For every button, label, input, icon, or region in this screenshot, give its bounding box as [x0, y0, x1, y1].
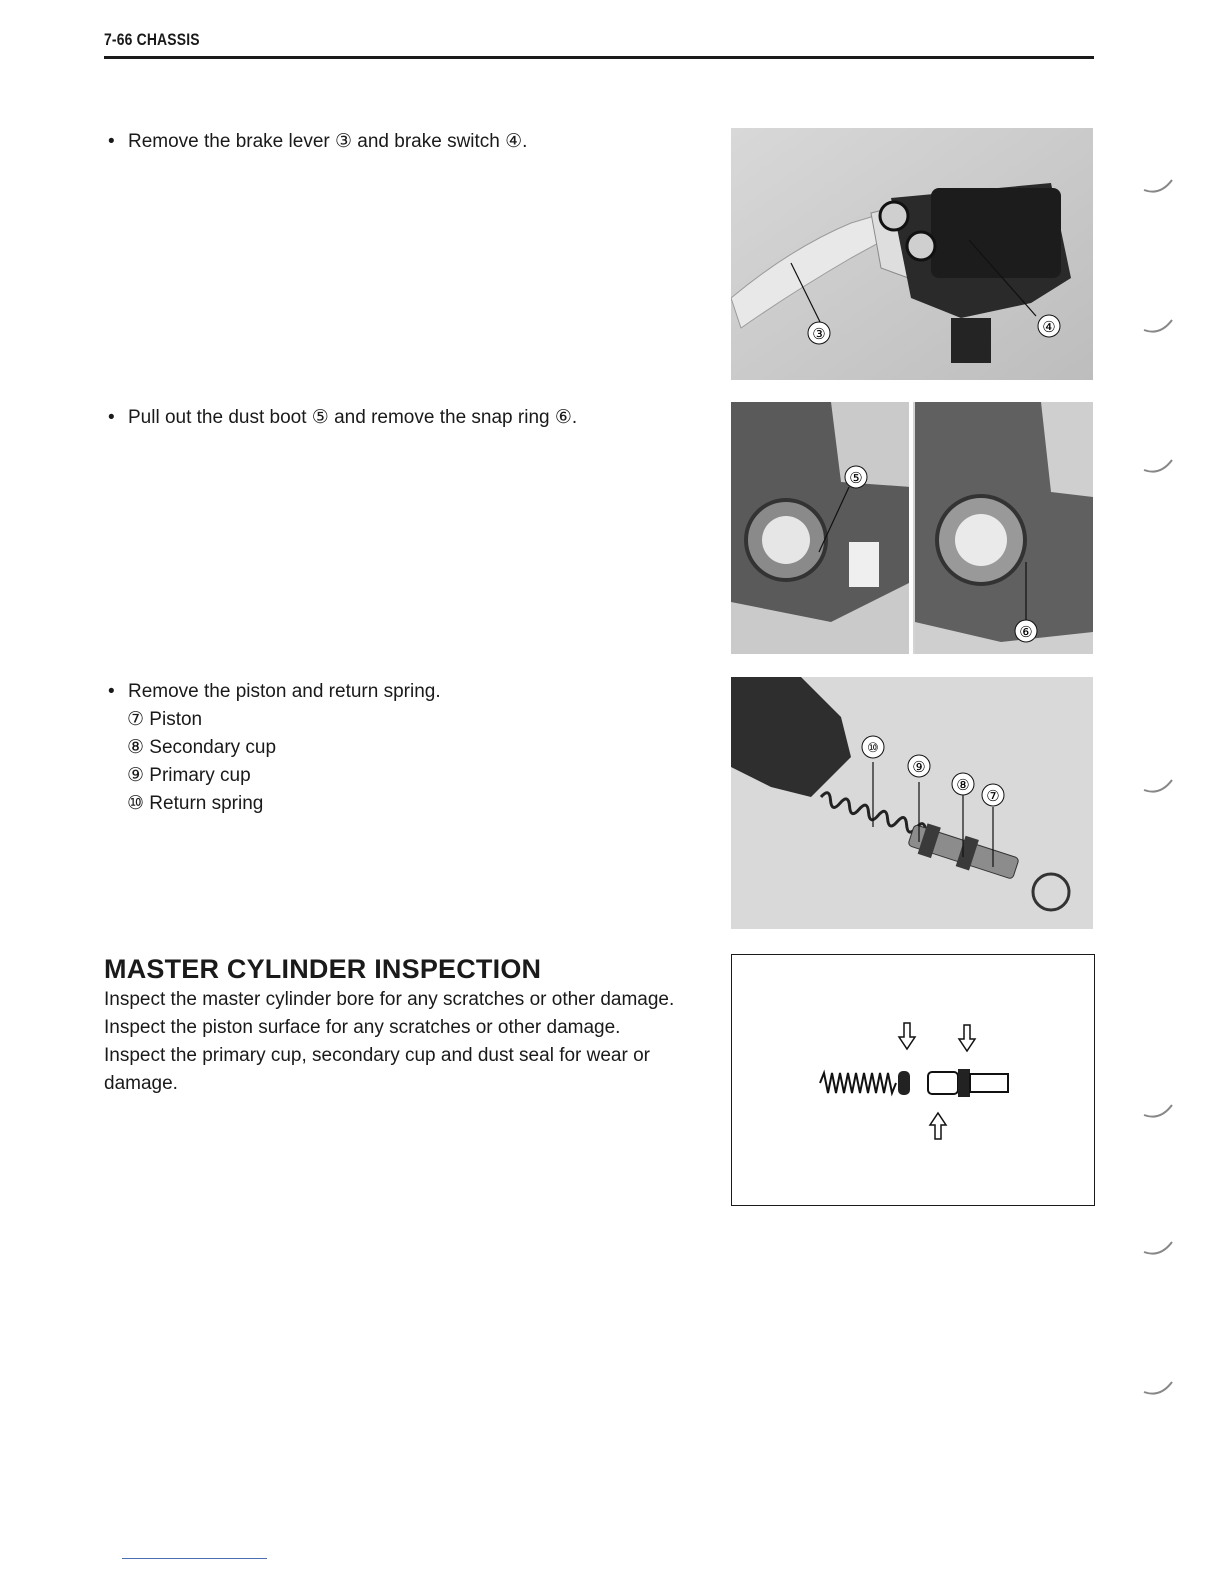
callout-3: ③: [812, 326, 826, 343]
bullet: •: [108, 681, 115, 702]
step-text: Remove the piston and return spring.: [128, 681, 441, 702]
bullet: •: [108, 131, 115, 152]
inspection-cups: Inspect the primary cup, secondary cup and dust seal for wear or damage.: [104, 1045, 650, 1094]
piston-drawing: [970, 1074, 1008, 1092]
inspection-text: [104, 986, 700, 1098]
binding-mark: [1140, 160, 1180, 200]
photo-dust-boot-snap-ring: [731, 402, 1093, 654]
callout-7: ⑦: [986, 788, 1000, 805]
binding-mark: [1140, 760, 1180, 800]
step-remove-piston: [108, 678, 441, 706]
callout-5: ⑤: [849, 470, 863, 487]
part-piston: ⑦ Piston: [127, 709, 203, 730]
primary-cup-drawing: [898, 1071, 910, 1095]
part-return-spring: ⑩ Return spring: [127, 793, 264, 814]
step-remove-brake-lever: [108, 128, 527, 156]
step-text: Pull out the dust boot ⑤ and remove the snap ring ⑥.: [128, 407, 578, 428]
bullet: •: [108, 407, 115, 428]
inspection-piston: Inspect the piston surface for any scratches or other damage.: [104, 1017, 621, 1038]
step-text: Remove the brake lever ③ and brake switch ④.: [128, 131, 528, 152]
photo-piston-spring: [731, 677, 1093, 929]
callout-10: ⑩: [867, 740, 879, 755]
callout-6: ⑥: [1019, 624, 1033, 641]
binding-mark: [1140, 1222, 1180, 1262]
callout-8: ⑧: [956, 777, 970, 794]
step-pull-dust-boot: [108, 404, 577, 432]
page-reference: 7-66 CHASSIS: [104, 30, 200, 49]
parts-list: [127, 706, 276, 818]
binding-mark: [1140, 1085, 1180, 1125]
binding-mark: [1140, 1362, 1180, 1402]
page-header: [104, 30, 1094, 50]
binding-mark: [1140, 440, 1180, 480]
part-secondary-cup: ⑧ Secondary cup: [127, 737, 277, 758]
header-rule: [104, 56, 1094, 59]
callout-4: ④: [1042, 319, 1056, 336]
spring-drawing: [820, 1073, 896, 1093]
photo-brake-lever-switch: [731, 128, 1093, 380]
inspection-bore: Inspect the master cylinder bore for any scratches or other damage.: [104, 989, 675, 1010]
footer-rule: [122, 1558, 267, 1559]
inspection-diagram: [731, 954, 1095, 1206]
section-title: MASTER CYLINDER INSPECTION: [104, 954, 542, 984]
callout-9: ⑨: [912, 759, 926, 776]
binding-mark: [1140, 300, 1180, 340]
part-primary-cup: ⑨ Primary cup: [127, 765, 251, 786]
